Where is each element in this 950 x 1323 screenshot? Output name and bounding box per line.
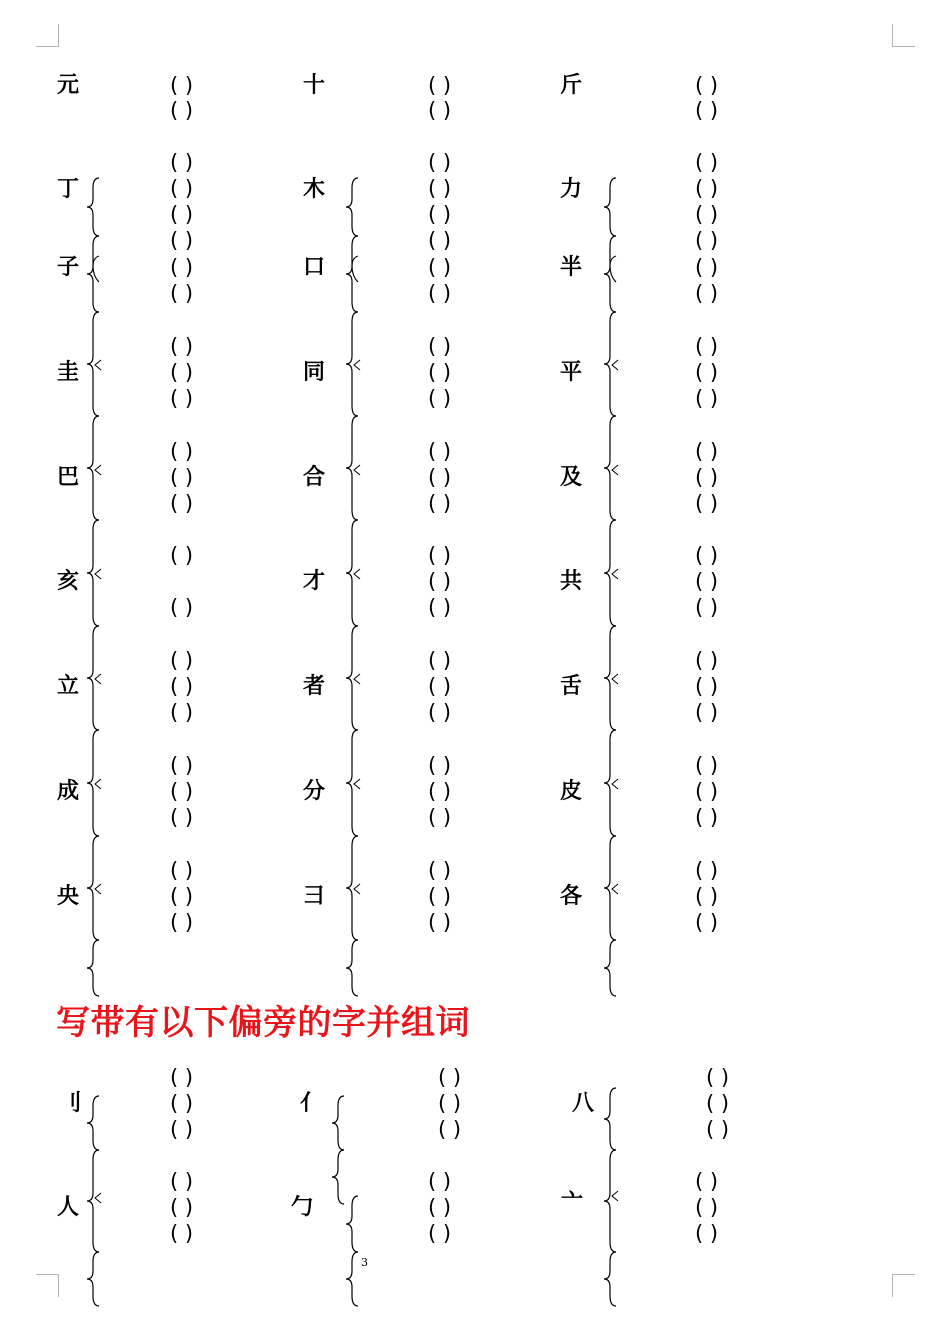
answer-blank-s1-c2-15[interactable]: ( ) <box>428 543 452 568</box>
brace-line <box>87 312 99 416</box>
answer-blank-s1-c1-16[interactable]: ( ) <box>170 595 194 620</box>
answer-blank-s1-c1-21[interactable]: ( ) <box>170 779 194 804</box>
brace-tick <box>612 465 618 475</box>
answer-blank-s2-1[interactable]: ( ) <box>170 1065 194 1090</box>
answer-blank-s1-c1-15[interactable]: ( ) <box>170 543 194 568</box>
brace-line <box>346 940 358 996</box>
brace-line <box>346 836 358 940</box>
section-heading: 写带有以下偏旁的字并组词 <box>56 1003 470 1043</box>
char-s2-c2-r2: 勹 <box>290 1195 314 1220</box>
char-s1-c1-r5: 巴 <box>56 465 80 490</box>
brace-line <box>346 520 358 626</box>
answer-blank-s1-c2-11[interactable]: ( ) <box>428 386 452 411</box>
answer-blank-s2-7[interactable]: ( ) <box>438 1065 462 1090</box>
brace-tick <box>95 674 101 684</box>
answer-blank-s1-c2-2[interactable]: ( ) <box>428 98 452 123</box>
brace-tick <box>354 360 360 370</box>
brace-line <box>346 312 358 416</box>
answer-blank-s2-9[interactable]: ( ) <box>438 1117 462 1142</box>
answer-blank-s2-10[interactable]: ( ) <box>428 1169 452 1194</box>
char-s1-c2-r1: 十 <box>302 73 326 98</box>
brace-line <box>93 256 99 282</box>
char-s1-c1-r6: 亥 <box>56 569 80 594</box>
char-s2-c2-r1: 亻 <box>299 1091 323 1116</box>
answer-blank-s2-14[interactable]: ( ) <box>706 1091 730 1116</box>
answer-blank-s1-c1-18[interactable]: ( ) <box>170 674 194 699</box>
brace-line <box>87 1096 99 1150</box>
brace-line <box>346 730 358 836</box>
char-s1-c2-r4: 同 <box>302 360 326 385</box>
answer-blank-s1-c1-7[interactable]: ( ) <box>170 255 194 280</box>
brace-tick <box>612 569 618 579</box>
answer-blank-s1-c2-10[interactable]: ( ) <box>428 360 452 385</box>
answer-blank-s1-c3-3[interactable]: ( ) <box>695 150 719 175</box>
answer-blank-s1-c1-19[interactable]: ( ) <box>170 700 194 725</box>
answer-blank-s2-12[interactable]: ( ) <box>428 1221 452 1246</box>
brace-line <box>87 940 99 996</box>
char-s1-c2-r6: 才 <box>302 569 326 594</box>
answer-blank-s2-8[interactable]: ( ) <box>438 1091 462 1116</box>
char-s1-c1-r8: 成 <box>56 779 80 804</box>
brace-line <box>87 1150 99 1252</box>
brace-tick <box>95 465 101 475</box>
brace-tick <box>612 674 618 684</box>
brace-line <box>604 416 616 520</box>
answer-blank-s1-c3-18[interactable]: ( ) <box>695 648 719 673</box>
brace-line <box>604 940 616 996</box>
brace-line <box>352 256 358 282</box>
brace-tick <box>354 465 360 475</box>
char-s1-c3-r5: 及 <box>559 465 583 490</box>
answer-blank-s1-c1-2[interactable]: ( ) <box>170 98 194 123</box>
char-s1-c2-r7: 者 <box>302 674 326 699</box>
answer-blank-s1-c1-22[interactable]: ( ) <box>170 805 194 830</box>
brace-line <box>604 312 616 416</box>
brace-line <box>87 1252 99 1306</box>
answer-blank-s1-c3-7[interactable]: ( ) <box>695 255 719 280</box>
answer-blank-s1-c1-1[interactable]: ( ) <box>170 73 194 98</box>
answer-blank-s1-c3-12[interactable]: ( ) <box>695 439 719 464</box>
answer-blank-s1-c2-20[interactable]: ( ) <box>428 700 452 725</box>
answer-blank-s1-c2-14[interactable]: ( ) <box>428 491 452 516</box>
char-s1-c2-r3: 口 <box>302 255 326 280</box>
char-s2-c1-r2: 人 <box>56 1195 80 1220</box>
char-s1-c3-r8: 皮 <box>559 779 583 804</box>
brace-line <box>346 1196 358 1252</box>
char-s1-c1-r2: 丁 <box>56 177 80 202</box>
answer-blank-s1-c3-5[interactable]: ( ) <box>695 202 719 227</box>
answer-blank-s2-13[interactable]: ( ) <box>706 1065 730 1090</box>
answer-blank-s2-18[interactable]: ( ) <box>695 1221 719 1246</box>
char-s1-c1-r4: 圭 <box>56 360 80 385</box>
answer-blank-s1-c2-12[interactable]: ( ) <box>428 439 452 464</box>
char-s1-c3-r7: 舌 <box>559 674 583 699</box>
answer-blank-s1-c2-13[interactable]: ( ) <box>428 465 452 490</box>
answer-blank-s1-c1-17[interactable]: ( ) <box>170 648 194 673</box>
brace-line <box>346 626 358 730</box>
brace-tick <box>95 779 101 789</box>
answer-blank-s1-c3-20[interactable]: ( ) <box>695 700 719 725</box>
char-s1-c2-r9: 彐 <box>302 884 326 909</box>
answer-blank-s1-c2-6[interactable]: ( ) <box>428 228 452 253</box>
brace-line <box>604 626 616 730</box>
brace-tick <box>95 569 101 579</box>
answer-blank-s1-c1-12[interactable]: ( ) <box>170 439 194 464</box>
answer-blank-s1-c3-14[interactable]: ( ) <box>695 491 719 516</box>
brace-line <box>604 520 616 626</box>
corner-mark-top-left <box>36 24 59 47</box>
char-s1-c2-r5: 合 <box>302 465 326 490</box>
brace-line <box>604 1252 616 1306</box>
answer-blank-s1-c2-22[interactable]: ( ) <box>428 779 452 804</box>
answer-blank-s1-c1-8[interactable]: ( ) <box>170 281 194 306</box>
answer-blank-s1-c2-7[interactable]: ( ) <box>428 255 452 280</box>
brace-line <box>87 236 99 312</box>
brace-line <box>604 236 616 312</box>
brace-tick <box>95 884 101 894</box>
char-s1-c2-r2: 木 <box>302 177 326 202</box>
brace-line <box>604 730 616 836</box>
answer-blank-s1-c2-21[interactable]: ( ) <box>428 753 452 778</box>
answer-blank-s2-5[interactable]: ( ) <box>170 1195 194 1220</box>
answer-blank-s1-c3-10[interactable]: ( ) <box>695 360 719 385</box>
answer-blank-s1-c2-9[interactable]: ( ) <box>428 334 452 359</box>
brace-line <box>87 836 99 940</box>
answer-blank-s1-c2-8[interactable]: ( ) <box>428 281 452 306</box>
char-s2-c3-r1: 八 <box>571 1091 595 1116</box>
answer-blank-s1-c2-17[interactable]: ( ) <box>428 595 452 620</box>
answer-blank-s1-c1-24[interactable]: ( ) <box>170 884 194 909</box>
brace-tick <box>354 779 360 789</box>
brace-line <box>346 1252 358 1306</box>
answer-blank-s2-17[interactable]: ( ) <box>695 1195 719 1220</box>
char-s1-c3-r4: 平 <box>559 360 583 385</box>
answer-blank-s1-c3-24[interactable]: ( ) <box>695 858 719 883</box>
brace-tick <box>95 1193 101 1203</box>
brace-tick <box>95 360 101 370</box>
answer-blank-s1-c1-13[interactable]: ( ) <box>170 465 194 490</box>
answer-blank-s1-c2-24[interactable]: ( ) <box>428 858 452 883</box>
char-s1-c1-r1: 元 <box>56 73 80 98</box>
brace-line <box>604 1150 616 1252</box>
answer-blank-s1-c1-23[interactable]: ( ) <box>170 858 194 883</box>
corner-mark-bottom-left <box>36 1274 59 1297</box>
char-s1-c2-r8: 分 <box>302 779 326 804</box>
char-s1-c3-r9: 各 <box>559 884 583 909</box>
brace-tick <box>612 884 618 894</box>
brace-tick <box>354 884 360 894</box>
answer-blank-s1-c3-15[interactable]: ( ) <box>695 543 719 568</box>
brace-line <box>87 520 99 626</box>
brace-line <box>87 626 99 730</box>
answer-blank-s1-c2-18[interactable]: ( ) <box>428 648 452 673</box>
brace-tick <box>612 779 618 789</box>
answer-blank-s1-c3-19[interactable]: ( ) <box>695 674 719 699</box>
brace-line <box>604 178 616 236</box>
brace-tick <box>354 569 360 579</box>
answer-blank-s1-c3-25[interactable]: ( ) <box>695 884 719 909</box>
answer-blank-s1-c1-25[interactable]: ( ) <box>170 910 194 935</box>
brace-line <box>332 1096 344 1150</box>
corner-mark-top-right <box>892 24 915 47</box>
answer-blank-s1-c2-4[interactable]: ( ) <box>428 176 452 201</box>
char-s1-c1-r7: 立 <box>56 674 80 699</box>
corner-mark-bottom-right <box>892 1274 915 1297</box>
brace-line <box>604 1088 616 1150</box>
char-s1-c3-r6: 共 <box>559 569 583 594</box>
answer-blank-s1-c2-26[interactable]: ( ) <box>428 910 452 935</box>
char-s2-c1-r1: 刂 <box>59 1091 83 1116</box>
answer-blank-s1-c3-1[interactable]: ( ) <box>695 73 719 98</box>
brace-line <box>87 730 99 836</box>
answer-blank-s2-15[interactable]: ( ) <box>706 1117 730 1142</box>
answer-blank-s1-c3-22[interactable]: ( ) <box>695 779 719 804</box>
brace-tick <box>612 360 618 370</box>
brace-line <box>332 1150 344 1204</box>
answer-blank-s1-c1-9[interactable]: ( ) <box>170 334 194 359</box>
brace-line <box>604 836 616 940</box>
answer-blank-s1-c3-21[interactable]: ( ) <box>695 753 719 778</box>
answer-blank-s1-c2-25[interactable]: ( ) <box>428 884 452 909</box>
answer-blank-s1-c1-14[interactable]: ( ) <box>170 491 194 516</box>
answer-blank-s1-c1-6[interactable]: ( ) <box>170 228 194 253</box>
answer-blank-s1-c1-5[interactable]: ( ) <box>170 202 194 227</box>
answer-blank-s1-c3-23[interactable]: ( ) <box>695 805 719 830</box>
answer-blank-s1-c3-26[interactable]: ( ) <box>695 910 719 935</box>
brace-tick <box>612 1191 618 1201</box>
brace-line <box>610 256 616 282</box>
char-s2-c3-r2: 亠 <box>560 1190 584 1215</box>
brace-line <box>346 416 358 520</box>
page-number: 3 <box>361 1256 368 1269</box>
answer-blank-s2-3[interactable]: ( ) <box>170 1117 194 1142</box>
answer-blank-s1-c1-3[interactable]: ( ) <box>170 150 194 175</box>
answer-blank-s2-4[interactable]: ( ) <box>170 1169 194 1194</box>
answer-blank-s2-6[interactable]: ( ) <box>170 1221 194 1246</box>
answer-blank-s2-16[interactable]: ( ) <box>695 1169 719 1194</box>
answer-blank-s2-2[interactable]: ( ) <box>170 1091 194 1116</box>
answer-blank-s1-c2-5[interactable]: ( ) <box>428 202 452 227</box>
answer-blank-s1-c3-8[interactable]: ( ) <box>695 281 719 306</box>
answer-blank-s1-c3-13[interactable]: ( ) <box>695 465 719 490</box>
char-s1-c1-r3: 子 <box>56 255 80 280</box>
answer-blank-s2-11[interactable]: ( ) <box>428 1195 452 1220</box>
brace-line <box>87 178 99 236</box>
answer-blank-s1-c3-2[interactable]: ( ) <box>695 98 719 123</box>
answer-blank-s1-c3-9[interactable]: ( ) <box>695 334 719 359</box>
answer-blank-s1-c2-23[interactable]: ( ) <box>428 805 452 830</box>
answer-blank-s1-c3-4[interactable]: ( ) <box>695 176 719 201</box>
char-s1-c1-r9: 央 <box>56 884 80 909</box>
char-s1-c3-r1: 斤 <box>559 73 583 98</box>
answer-blank-s1-c2-1[interactable]: ( ) <box>428 73 452 98</box>
answer-blank-s1-c3-16[interactable]: ( ) <box>695 569 719 594</box>
answer-blank-s1-c3-11[interactable]: ( ) <box>695 386 719 411</box>
char-s1-c3-r3: 半 <box>559 255 583 280</box>
brace-line <box>346 178 358 236</box>
answer-blank-s1-c1-4[interactable]: ( ) <box>170 176 194 201</box>
answer-blank-s1-c3-6[interactable]: ( ) <box>695 228 719 253</box>
answer-blank-s1-c1-20[interactable]: ( ) <box>170 753 194 778</box>
answer-blank-s1-c2-3[interactable]: ( ) <box>428 150 452 175</box>
answer-blank-s1-c1-10[interactable]: ( ) <box>170 360 194 385</box>
brace-line <box>346 236 358 312</box>
answer-blank-s1-c3-17[interactable]: ( ) <box>695 595 719 620</box>
answer-blank-s1-c1-11[interactable]: ( ) <box>170 386 194 411</box>
answer-blank-s1-c2-16[interactable]: ( ) <box>428 569 452 594</box>
brace-line <box>87 416 99 520</box>
char-s1-c3-r2: 力 <box>559 177 583 202</box>
answer-blank-s1-c2-19[interactable]: ( ) <box>428 674 452 699</box>
brace-tick <box>354 674 360 684</box>
